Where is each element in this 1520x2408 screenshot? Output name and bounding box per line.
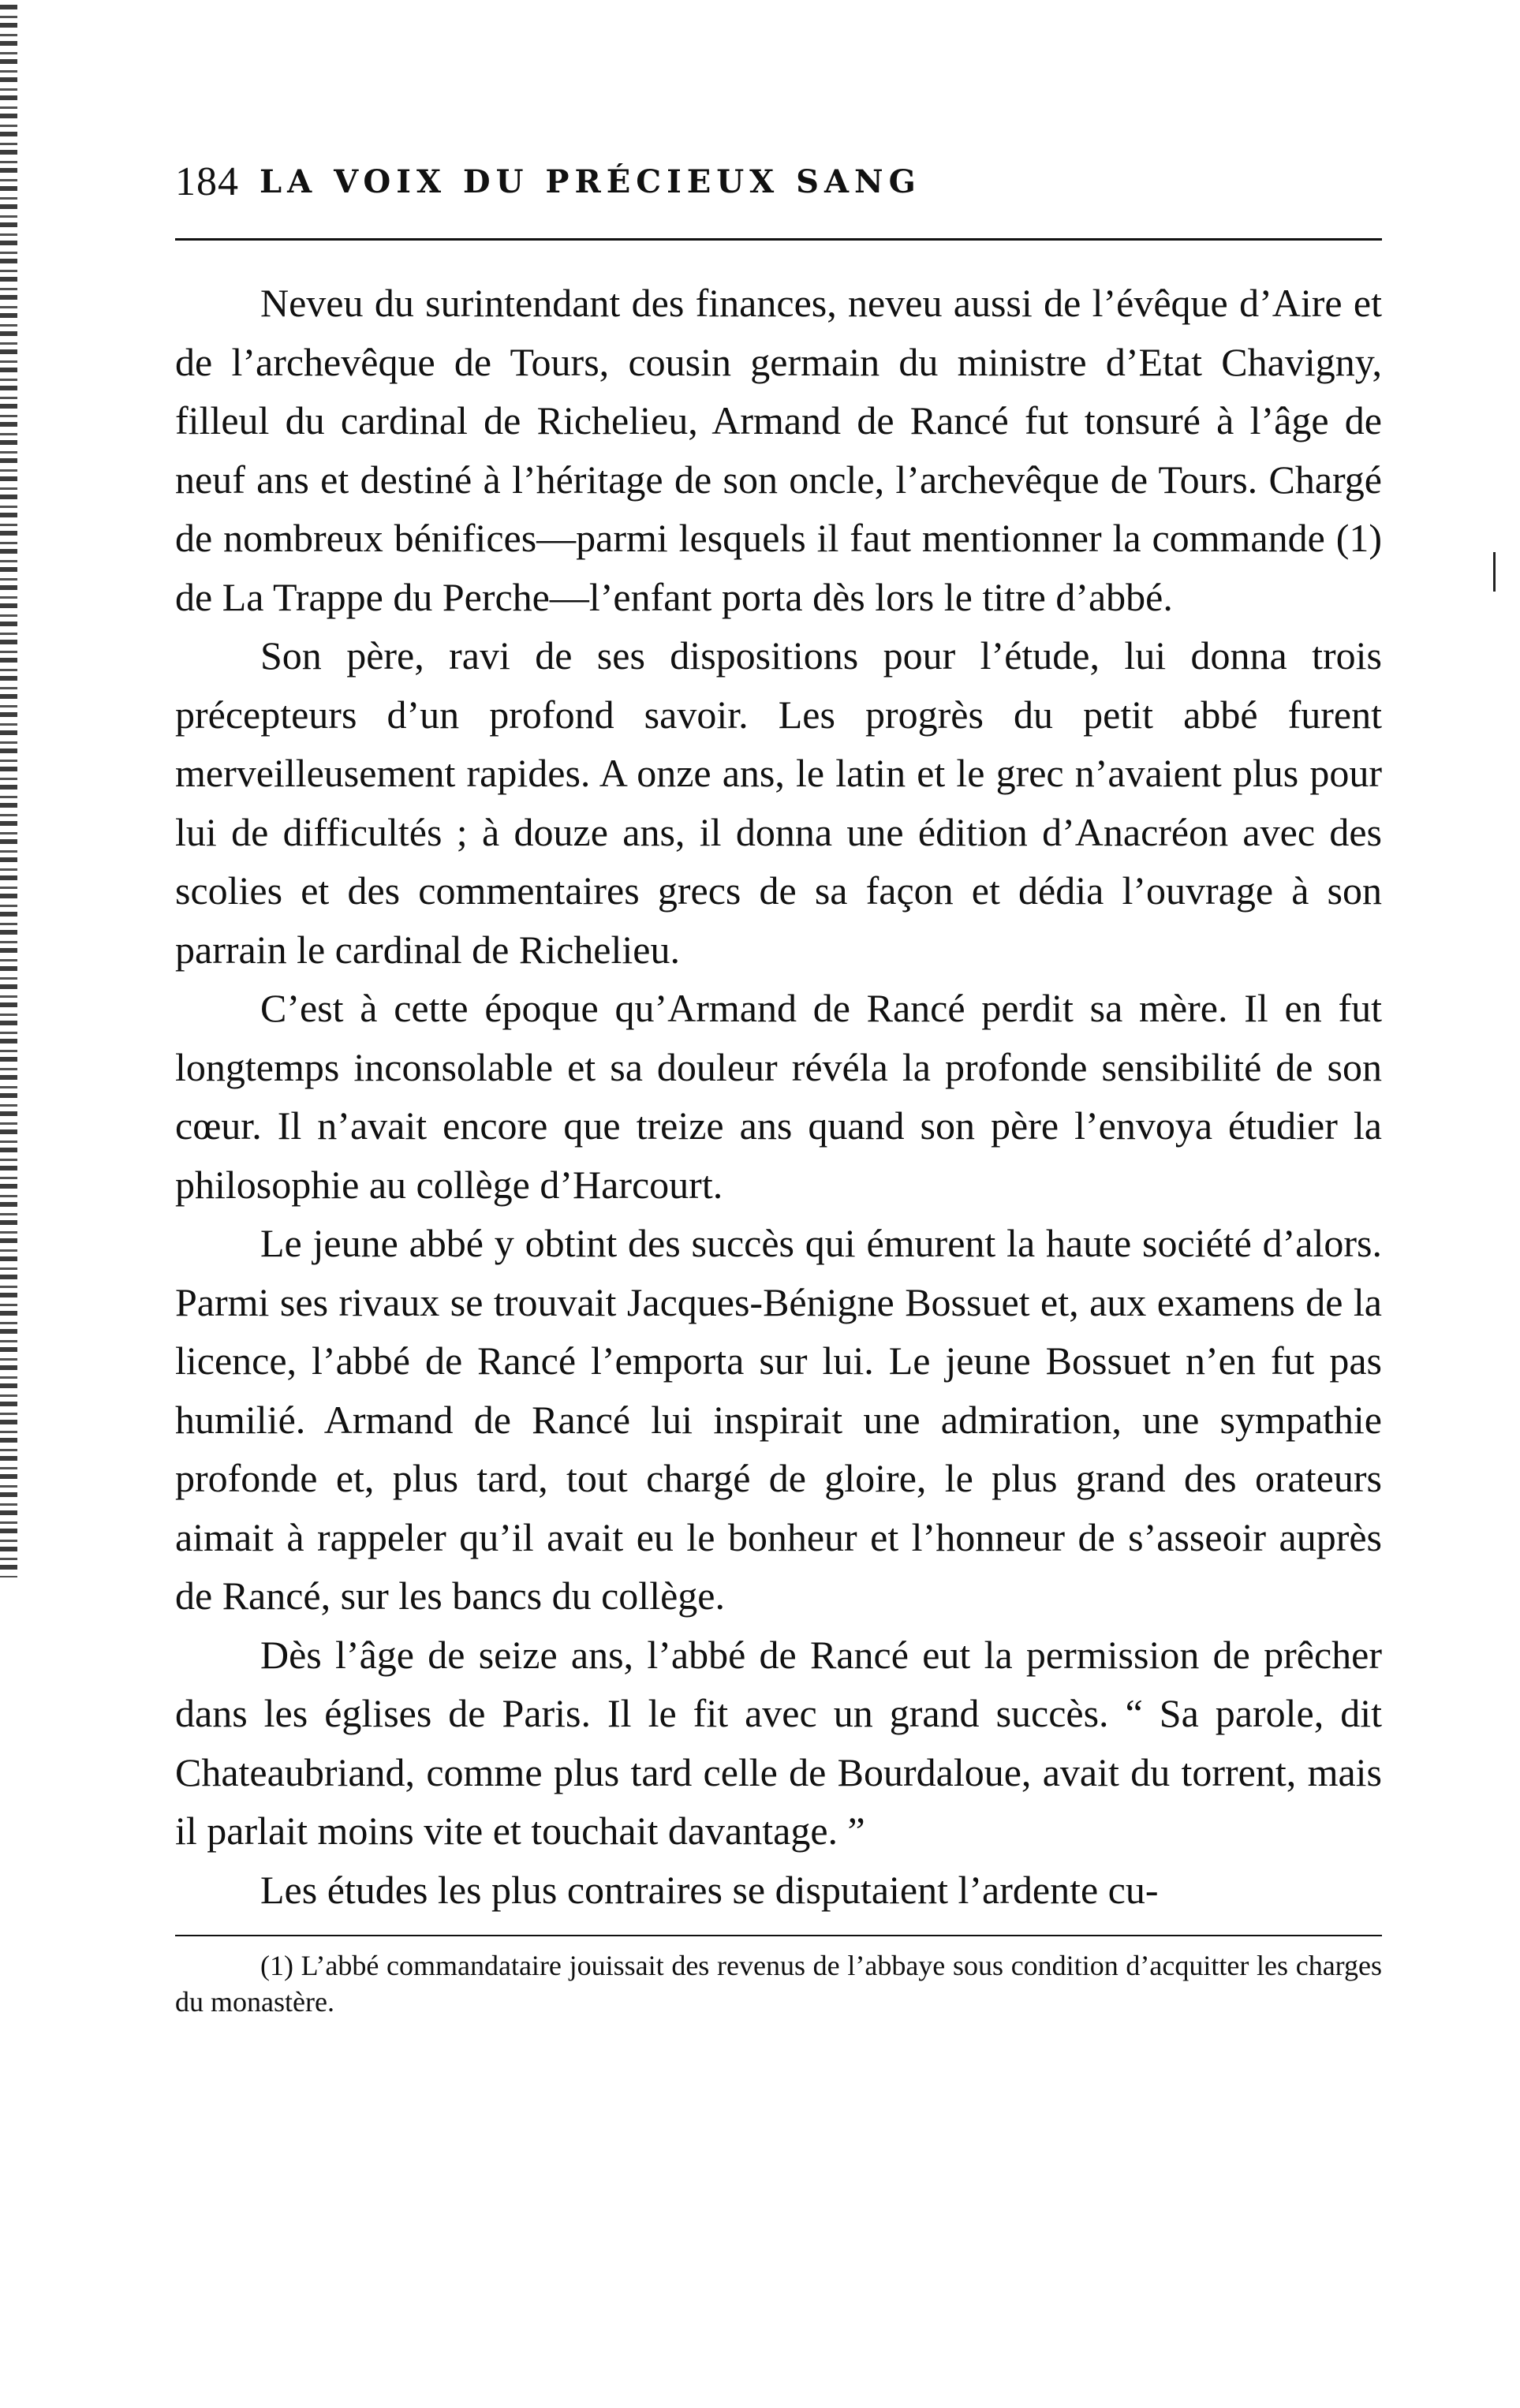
- paragraph: C’est à cette époque qu’Armand de Rancé perdit sa mère. Il en fut longtemps inconsolable et sa douleur révéla la profonde sensibilité de son cœur. Il n’avait encore que treize ans quand son père l’envoya étudier la philosophie au collège d’Harcourt.: [175, 986, 1382, 1207]
- scan-binding-edge: [0, 0, 17, 2408]
- body-text: [175, 274, 1382, 1919]
- running-title: LA VOIX DU PRÉCIEUX SANG: [260, 162, 921, 200]
- paragraph: Le jeune abbé y obtint des succès qui émurent la haute société d’alors. Parmi ses rivaux se trouvait Jacques-Bénigne Bossuet et, aux examens de la licence, l’abbé de Rancé l’emporta sur lui. Le jeune Bossuet n’en fut pas humilié. Armand de Rancé lui inspirait une admiration, une sympathie profonde et, plus tard, tout chargé de gloire, le plus grand des orateurs aimait à rappeler qu’il avait eu le bonheur et l’honneur de s’asseoir auprès de Rancé, sur les bancs du collège.: [175, 1221, 1382, 1618]
- footnote-rule: [175, 1935, 1382, 1936]
- page-number: 184: [175, 159, 239, 204]
- page-header: [175, 150, 1382, 213]
- paragraph: Neveu du surintendant des finances, neveu aussi de l’évêque d’Aire et de l’archevêque de Tours, cousin germain du ministre d’Etat Chavigny, filleul du cardinal de Richelieu, Armand de Rancé fut tonsuré à l’âge de neuf ans et destiné à l’héritage de son oncle, l’archevêque de Tours. Chargé de nombreux bénifices—parmi lesquels il faut mentionner la commande (1) de La Trappe du Perche—l’enfant porta dès lors le titre d’abbé.: [175, 281, 1382, 619]
- footnote: (1) L’abbé commandataire jouissait des revenus de l’abbaye sous condition d’acquitter les charges du monastère.: [175, 1950, 1382, 2018]
- header-rule: [175, 238, 1382, 241]
- paragraph: Dès l’âge de seize ans, l’abbé de Rancé eut la permission de prêcher dans les églises de Paris. Il le fit avec un grand succès. “ Sa parole, dit Chateaubriand, comme plus tard celle de Bourdaloue, avait du torrent, mais il parlait moins vite et touchait davantage. ”: [175, 1632, 1382, 1853]
- book-page: [175, 150, 1382, 2020]
- paragraph: Son père, ravi de ses dispositions pour l’étude, lui donna trois précepteurs d’un profond savoir. Les progrès du petit abbé furent merveilleusement rapides. A onze ans, le latin et le grec n’avaient plus pour lui de difficultés ; à douze ans, il donna une édition d’Anacréon avec des scolies et des commentaires grecs de sa façon et dédia l’ouvrage à son parrain le cardinal de Richelieu.: [175, 633, 1382, 972]
- scan-margin-mark: [1493, 552, 1496, 592]
- paragraph: Les études les plus contraires se disputaient l’ardente cu-: [260, 1867, 1159, 1912]
